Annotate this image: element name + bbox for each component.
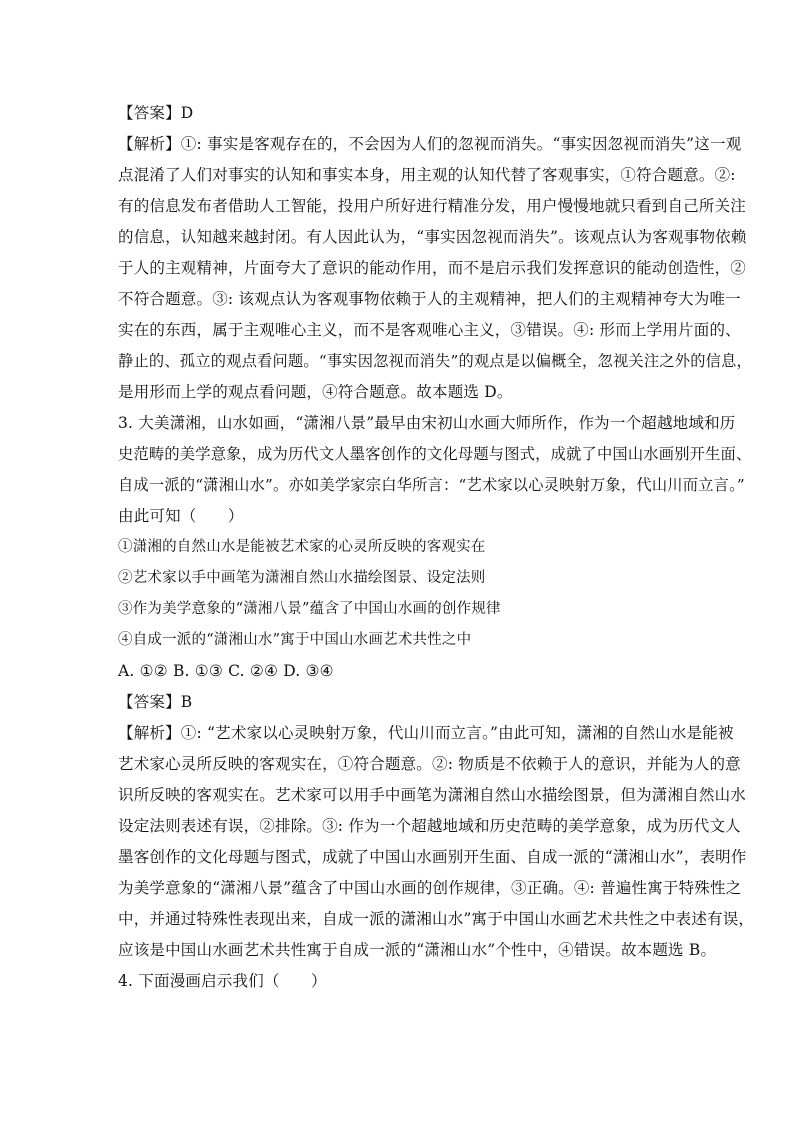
analysis-line: 【解析】①: 事实是客观存在的，不会因为人们的忽视而消失。“事实因忽视而消失”这一观: [118, 135, 742, 153]
question-stem: 由此可知（ ）: [118, 507, 244, 525]
analysis-line: 不符合题意。③: 该观点认为客观事物依赖于人的主观精神，把人们的主观精神夸大为唯一: [118, 290, 741, 308]
analysis-line: 实在的东西，属于主观唯心主义，而不是客观唯心主义，③错误。④: 形而上学用片面的、: [118, 321, 741, 339]
analysis-line: 有的信息发布者借助人工智能，投用户所好进行精准分发，用户慢慢地就只看到自己所关注: [118, 197, 747, 215]
choice-options: A. ①② B. ①③ C. ②④ D. ③④: [118, 662, 334, 680]
analysis-line: 【解析】①: “艺术家以心灵映射万象，代山川而立言。”由此可知，潇湘的自然山水是能被: [118, 724, 734, 742]
analysis-line: 是用形而上学的观点看问题，④符合题意。故本题选 D。: [118, 383, 513, 401]
analysis-line: 为美学意象的“潇湘八景”蕴含了中国山水画的创作规律，③正确。④: 普遍性寓于特殊性之: [118, 879, 742, 897]
answer-label: 【答案】B: [118, 693, 193, 711]
question-stem: 史范畴的美学意象，成为历代文人墨客创作的文化母题与图式，成就了中国山水画别开生面、: [118, 445, 752, 463]
question-stem: 3. 大美潇湘，山水如画，“潇湘八景”最早由宋初山水画大师所作，作为一个超越地域和历: [118, 414, 736, 432]
question-stem: 4. 下面漫画启示我们（ ）: [118, 972, 327, 990]
analysis-line: 点混淆了人们对事实的认知和事实本身，用主观的认知代替了客观事实，①符合题意。②:: [118, 166, 736, 184]
answer-label: 【答案】D: [118, 104, 194, 122]
question-stem: 自成一派的“潇湘山水”。亦如美学家宗白华所言：“艺术家以心灵映射万象，代山川而立言。”: [118, 476, 745, 494]
analysis-line: 识所反映的客观实在。艺术家可以用手中画笔为潇湘自然山水描绘图景，但为潇湘自然山水: [118, 786, 747, 804]
analysis-line: 的信息，认知越来越封闭。有人因此认为，“事实因忽视而消失”。该观点认为客观事物依赖: [118, 228, 747, 246]
analysis-line: 中，并通过特殊性表现出来，自成一派的潇湘山水”寓于中国山水画艺术共性之中表述有误，: [118, 910, 755, 928]
statement-item: ④自成一派的“潇湘山水”寓于中国山水画艺术共性之中: [118, 632, 472, 648]
statement-item: ③作为美学意象的“潇湘八景”蕴含了中国山水画的创作规律: [118, 601, 501, 617]
analysis-line: 于人的主观精神，片面夸大了意识的能动作用，而不是启示我们发挥意识的能动创造性，②: [118, 259, 747, 277]
statement-item: ①潇湘的自然山水是能被艺术家的心灵所反映的客观实在: [118, 539, 486, 555]
analysis-line: 艺术家心灵所反映的客观实在，①符合题意。②: 物质是不依赖于人的意识，并能为人的意: [118, 755, 741, 773]
analysis-line: 设定法则表述有误，②排除。③: 作为一个超越地域和历史范畴的美学意象，成为历代文人: [118, 817, 741, 835]
analysis-line: 墨客创作的文化母题与图式，成就了中国山水画别开生面、自成一派的“潇湘山水”，表明作: [118, 848, 747, 866]
analysis-line: 静止的、孤立的观点看问题。“事实因忽视而消失”的观点是以偏概全，忽视关注之外的信息，: [118, 352, 752, 370]
analysis-line: 应该是中国山水画艺术共性寓于自成一派的“潇湘山水”个性中，④错误。故本题选 B。: [118, 941, 717, 959]
statement-item: ②艺术家以手中画笔为潇湘自然山水描绘图景、设定法则: [118, 570, 486, 586]
